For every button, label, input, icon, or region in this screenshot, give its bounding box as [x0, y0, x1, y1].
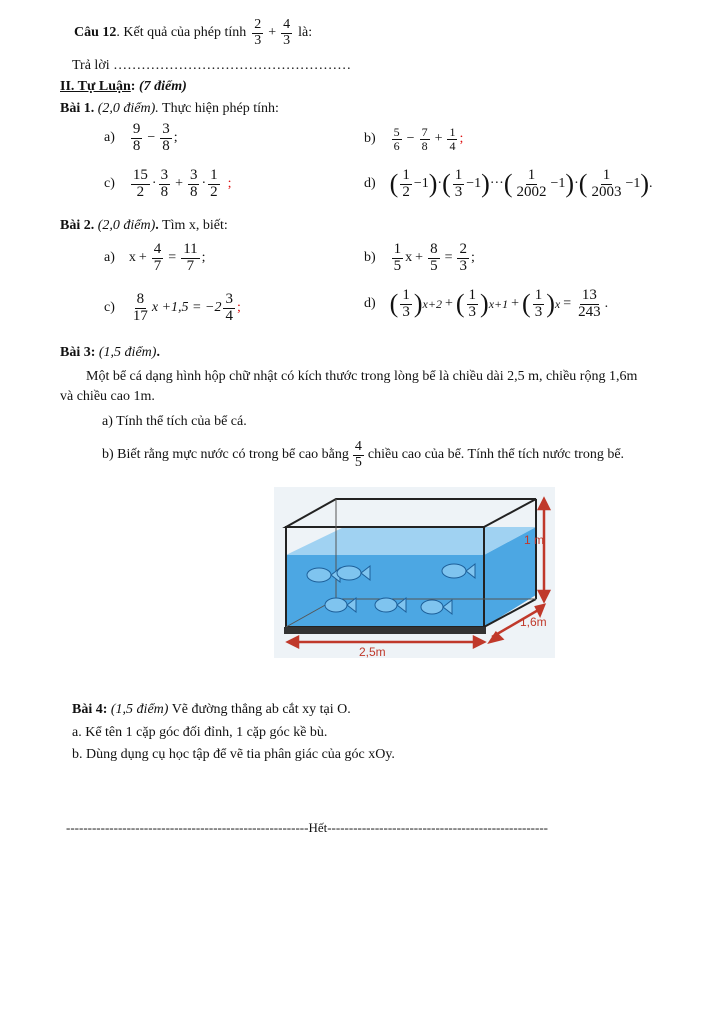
- fraction: $\frac{2}{3}$: [459, 241, 467, 274]
- fraction: $\frac{3}{8}$: [162, 121, 170, 154]
- fraction: $\frac{13}{243}$: [578, 287, 601, 320]
- fraction: $\frac{8}{17}$: [132, 291, 148, 324]
- bai4-heading: Bài 4: (1,5 điểm) Vẽ đường thẳng ab cắt xy tại O.: [72, 702, 351, 717]
- fraction: $\frac{4}{7}$: [153, 241, 162, 274]
- fraction: $\frac{1}{2003}$: [591, 167, 622, 200]
- bai1-a: a) $\frac{9}{8}$ − $\frac{3}{8}$ ;: [104, 121, 178, 154]
- bai2-d: d) ( $\frac{1}{3}$ ) x+2 + ( $\frac{1}{3}$ ) x+1 + ( $\frac{1}{3}$ ) x = $\frac{13}{243}$ .: [364, 287, 609, 320]
- fraction: $\frac{2}{3}$: [254, 17, 262, 48]
- bai2-a: a) x + $\frac{4}{7}$ = $\frac{11}{7}$ ;: [104, 241, 206, 274]
- bai3-paragraph: Một bể cá dạng hình hộp chữ nhật có kích thước trong lòng bể là chiều dài 2,5 m, chiều rộng 1,6m: [86, 369, 638, 384]
- fraction: $\frac{4}{3}$: [283, 17, 291, 48]
- fraction: $\frac{5}{6}$: [393, 125, 400, 153]
- fraction: $\frac{9}{8}$: [132, 121, 141, 154]
- bai1-b: b) $\frac{5}{6}$ − $\frac{7}{8}$ + $\frac{1}{4}$ ;: [364, 125, 464, 153]
- fraction: $\frac{7}{8}$: [421, 125, 428, 153]
- cau12-line: Câu 12 . Kết quả của phép tính $\frac{2}{3}$ + $\frac{4}{3}$ là:: [74, 17, 313, 48]
- answer-line: Trả lời ……………………………………………: [72, 58, 352, 73]
- bai3-heading: Bài 3: (1,5 điểm).: [60, 345, 160, 360]
- fraction: $\frac{1}{3}$: [534, 287, 543, 320]
- fraction: $\frac{11}{7}$: [183, 241, 198, 274]
- fraction: $\frac{1}{2002}$: [516, 167, 547, 200]
- fraction: $\frac{1}{2}$: [402, 167, 410, 200]
- fraction: $\frac{3}{8}$: [189, 167, 198, 200]
- bai2-c: c) $\frac{8}{17}$ x +1,5 = −2 $\frac{3}{4}$ ;: [104, 291, 241, 324]
- bai1-d: d) ( $\frac{1}{2}$ −1 ) · ( $\frac{1}{3}$ −1 ) ··· ( $\frac{1}{2002}$ −1 ) · ( $\frac{1}{2003}$ −1 ) .: [364, 167, 653, 200]
- fraction: $\frac{1}{3}$: [454, 167, 463, 200]
- fraction: $\frac{8}{5}$: [430, 241, 438, 274]
- fraction: $\frac{1}{4}$: [449, 125, 456, 153]
- height-label: 1 m: [523, 533, 544, 547]
- bai3-paragraph-cont: và chiều cao 1m.: [60, 389, 155, 404]
- fraction: $\frac{1}{5}$: [393, 241, 402, 274]
- cau12-text: . Kết quả của phép tính: [116, 25, 247, 41]
- width-label: 1,6m: [520, 615, 547, 629]
- bai1-c: c) $\frac{15}{2}$ · $\frac{3}{8}$ + $\frac{3}{8}$ · $\frac{1}{2}$ ;: [104, 167, 232, 200]
- bai4-b: b. Dùng dụng cụ học tập để vẽ tia phân giác của góc xOy.: [72, 747, 395, 762]
- bai1-heading: Bài 1. (2,0 điểm). Thực hiện phép tính:: [60, 101, 279, 116]
- fraction: $\frac{4}{5}$: [354, 439, 362, 470]
- bai2-heading: Bài 2. (2,0 điểm). Tìm x, biết:: [60, 218, 228, 233]
- aquarium-figure: [274, 487, 555, 658]
- bai4-a: a. Kể tên 1 cặp góc đối đỉnh, 1 cặp góc kề bù.: [72, 725, 328, 740]
- fraction: $\frac{15}{2}$: [132, 167, 148, 200]
- cau12-label: Câu 12: [74, 25, 117, 41]
- fraction: $\frac{1}{3}$: [468, 287, 477, 320]
- fraction: $\frac{1}{2}$: [210, 167, 218, 200]
- fraction: $\frac{1}{3}$: [402, 287, 410, 320]
- fraction: $\frac{3}{8}$: [160, 167, 169, 200]
- bai3-b: b) Biết rằng mực nước có trong bể cao bằng $\frac{4}{5}$ chiều cao của bể. Tính thể tích nước trong bể.: [102, 439, 625, 470]
- fraction: $\frac{3}{4}$: [225, 291, 233, 324]
- section-title: II. Tự Luận: (7 điểm): [60, 79, 187, 94]
- end-line: --------------------------------------------------------Hết---------------------------------------------------: [66, 820, 549, 835]
- length-label: 2,5m: [359, 645, 386, 659]
- end-label: Hết: [308, 820, 328, 835]
- bai3-a: a) Tính thể tích của bể cá.: [102, 414, 247, 429]
- aquarium-illustration: [274, 487, 555, 658]
- bai2-b: b) $\frac{1}{5}$ x + $\frac{8}{5}$ = $\frac{2}{3}$ ;: [364, 241, 475, 274]
